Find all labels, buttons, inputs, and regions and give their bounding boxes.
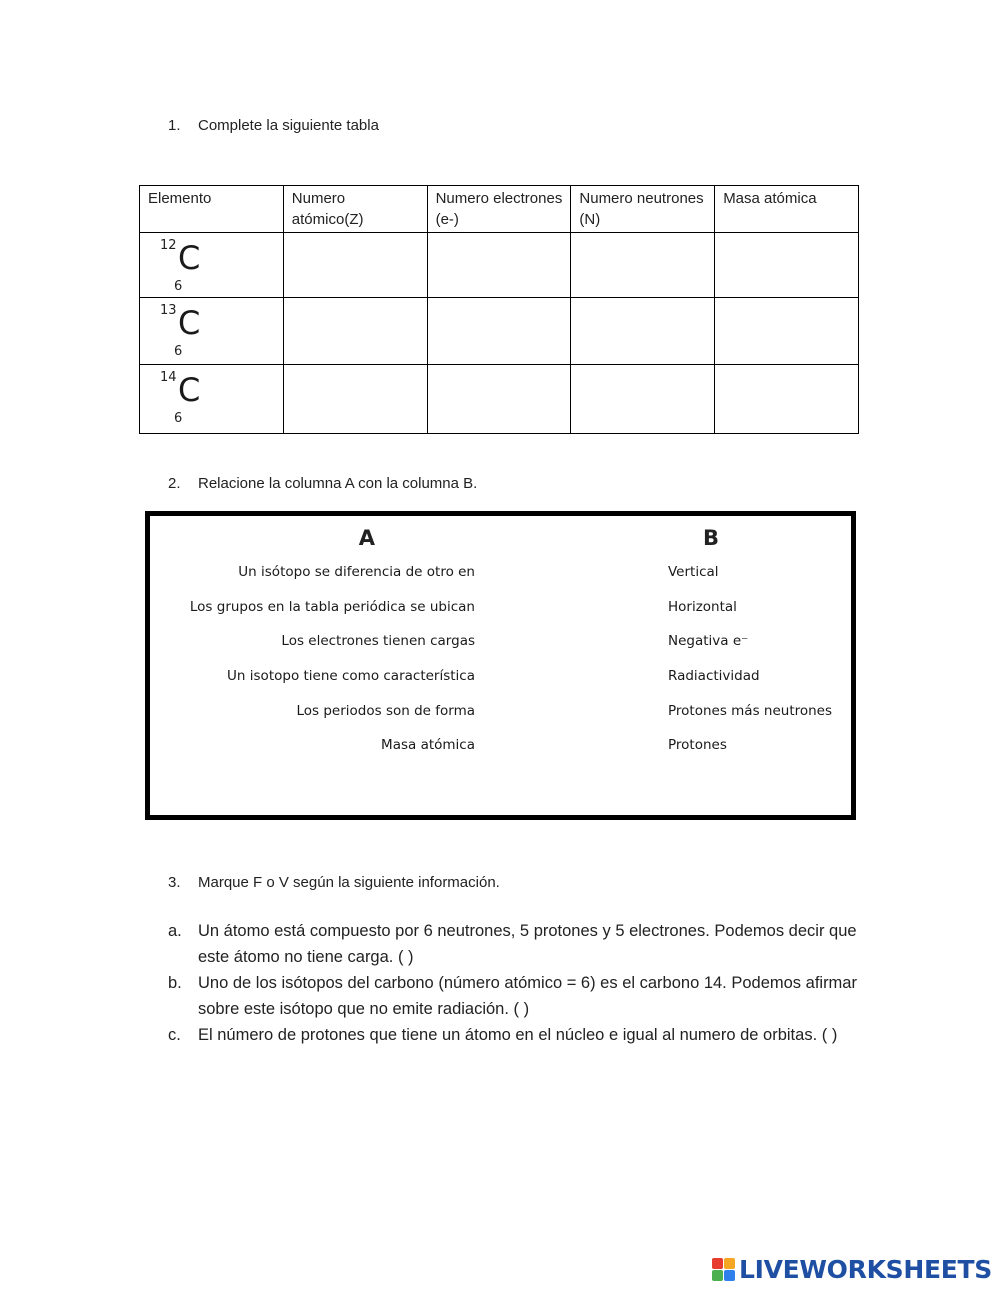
element-symbol: C: [178, 371, 201, 409]
question-number: 3.: [168, 874, 181, 891]
column-b: [668, 526, 858, 770]
question-text: Complete la siguiente tabla: [198, 117, 379, 134]
column-a-item[interactable]: Los periodos son de forma: [296, 702, 475, 719]
header-numero-neutrones: Numero neutrones (N): [571, 186, 715, 233]
mass-number: 12: [160, 238, 177, 253]
matching-box: [145, 511, 856, 820]
answer-cell-masa[interactable]: [715, 233, 859, 298]
header-masa-atomica: Masa atómica: [715, 186, 859, 233]
answer-cell-electrones[interactable]: [427, 233, 571, 298]
column-b-item[interactable]: Negativa e⁻: [668, 633, 749, 650]
atomic-number: 6: [174, 411, 183, 426]
column-a-item[interactable]: Un isotopo tiene como característica: [227, 668, 475, 685]
logo-grid-icon: [712, 1258, 735, 1281]
isotope-notation: [140, 298, 200, 362]
isotope-notation: [140, 233, 200, 297]
element-symbol: C: [178, 239, 201, 277]
answer-cell-z[interactable]: [283, 298, 427, 365]
statement-text[interactable]: Uno de los isótopos del carbono (número atómico = 6) es el carbono 14. Podemos afirmar sobre este isótopo que no emite radiación. ( ): [198, 974, 857, 1018]
table-row: [140, 298, 859, 365]
answer-cell-masa[interactable]: [715, 365, 859, 434]
atomic-number: 6: [174, 344, 183, 359]
statement-item: [168, 918, 868, 970]
statement-letter: b.: [168, 974, 182, 992]
statement-text[interactable]: El número de protones que tiene un átomo en el núcleo e igual al numero de orbitas. ( ): [198, 1026, 838, 1044]
column-b-item[interactable]: Vertical: [668, 564, 719, 580]
table-row: [140, 365, 859, 434]
answer-cell-z[interactable]: [283, 365, 427, 434]
header-numero-atomico: Numero atómico(Z): [283, 186, 427, 233]
column-b-item[interactable]: Protones: [668, 737, 727, 754]
column-a-item[interactable]: Los electrones tienen cargas: [281, 633, 475, 650]
question-2: [168, 475, 477, 492]
question-3: [168, 874, 500, 891]
column-a-item[interactable]: Masa atómica: [381, 737, 475, 754]
logo-square-icon: [712, 1258, 723, 1269]
isotope-table: [139, 185, 859, 434]
column-b-item[interactable]: Radiactividad: [668, 668, 760, 685]
table-row: [140, 233, 859, 298]
column-b-item[interactable]: Horizontal: [668, 598, 737, 615]
logo-square-icon: [712, 1270, 723, 1281]
column-a-item[interactable]: Los grupos en la tabla periódica se ubican: [189, 598, 475, 615]
element-cell: [140, 298, 284, 365]
header-elemento: Elemento: [140, 186, 284, 233]
logo-square-icon: [724, 1270, 735, 1281]
element-cell: [140, 233, 284, 298]
answer-cell-z[interactable]: [283, 233, 427, 298]
column-a: [150, 526, 475, 770]
atomic-number: 6: [174, 279, 183, 294]
mass-number: 14: [160, 370, 177, 385]
question-text: Relacione la columna A con la columna B.: [198, 475, 478, 492]
true-false-list: [168, 918, 868, 1048]
answer-cell-neutrones[interactable]: [571, 298, 715, 365]
column-b-title: B: [703, 526, 720, 550]
logo-square-icon: [724, 1258, 735, 1269]
question-number: 1.: [168, 117, 181, 134]
question-text: Marque F o V según la siguiente información.: [198, 874, 500, 891]
question-1: [168, 117, 379, 134]
statement-text[interactable]: Un átomo está compuesto por 6 neutrones, 5 protones y 5 electrones. Podemos decir que este átomo no tiene carga. ( ): [198, 922, 857, 966]
statement-letter: a.: [168, 922, 182, 940]
statement-item: [168, 970, 868, 1022]
answer-cell-neutrones[interactable]: [571, 365, 715, 434]
answer-cell-electrones[interactable]: [427, 365, 571, 434]
answer-cell-electrones[interactable]: [427, 298, 571, 365]
statement-letter: c.: [168, 1026, 181, 1044]
header-numero-electrones: Numero electrones (e-): [427, 186, 571, 233]
table-header-row: [140, 186, 859, 233]
statement-item: [168, 1022, 868, 1048]
answer-cell-neutrones[interactable]: [571, 233, 715, 298]
mass-number: 13: [160, 303, 177, 318]
column-b-item[interactable]: Protones más neutrones: [668, 702, 833, 719]
liveworksheets-logo: [712, 1255, 992, 1284]
element-cell: [140, 365, 284, 434]
isotope-notation: [140, 365, 200, 429]
brand-name: LIVEWORKSHEETS: [738, 1255, 992, 1284]
column-a-title: A: [358, 526, 375, 550]
column-a-item[interactable]: Un isótopo se diferencia de otro en: [238, 564, 475, 580]
answer-cell-masa[interactable]: [715, 298, 859, 365]
question-number: 2.: [168, 475, 181, 492]
element-symbol: C: [178, 304, 201, 342]
